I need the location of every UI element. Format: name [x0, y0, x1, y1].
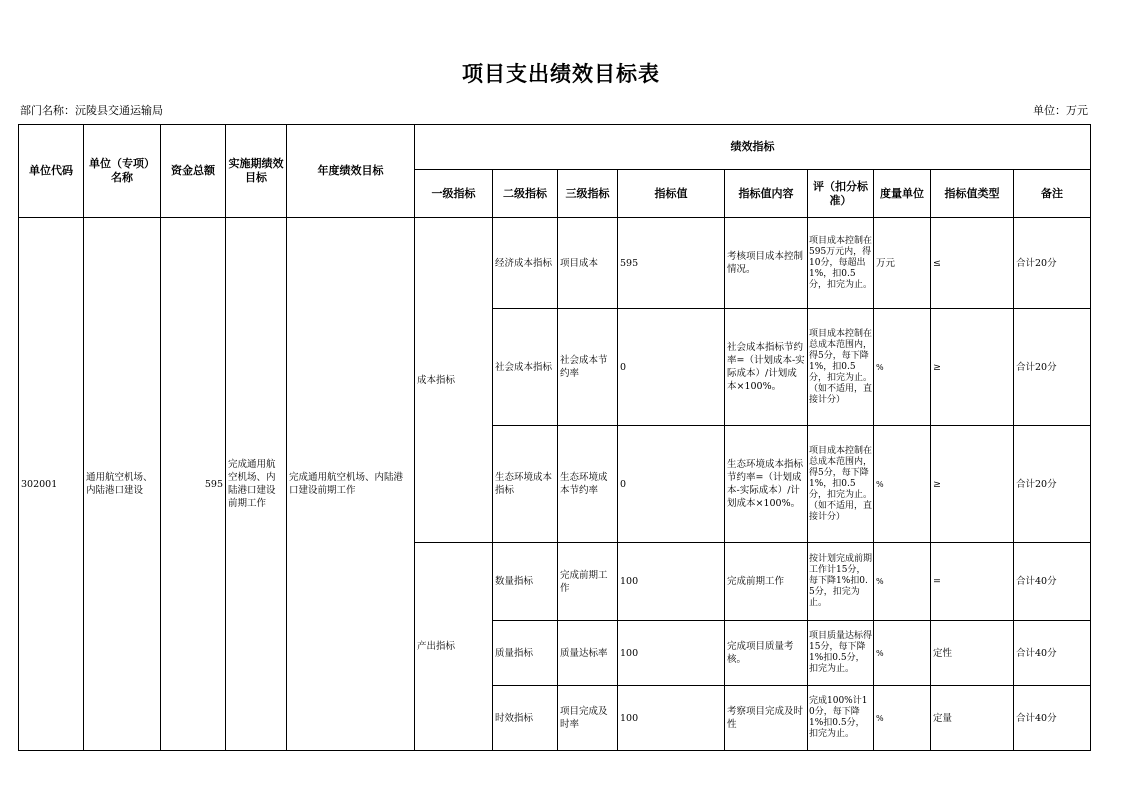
measure-unit-cell: % — [874, 426, 931, 543]
value-content-cell: 完成项目质量考核。 — [725, 621, 808, 686]
level1-cell: 产出指标 — [415, 543, 493, 751]
level2-cell: 经济成本指标 — [493, 218, 558, 309]
header-value-content: 指标值内容 — [725, 170, 808, 218]
unit-label: 单位：万元 — [1033, 104, 1088, 117]
scoring-cell: 按计划完成前期工作计15分，每下降1%扣0.5分，扣完为止。 — [808, 543, 874, 621]
value-type-cell: = — [931, 543, 1014, 621]
level3-cell: 质量达标率 — [558, 621, 618, 686]
header-level3: 三级指标 — [558, 170, 618, 218]
level1-cell: 成本指标 — [415, 218, 493, 543]
value-content-cell: 完成前期工作 — [725, 543, 808, 621]
measure-unit-cell: % — [874, 686, 931, 751]
impl-goal-cell: 完成通用航空机场、内陆港口建设前期工作 — [226, 218, 287, 751]
remark-cell: 合计20分 — [1014, 309, 1091, 426]
level2-cell: 社会成本指标 — [493, 309, 558, 426]
measure-unit-cell: % — [874, 621, 931, 686]
header-unit-code: 单位代码 — [19, 125, 84, 218]
value-cell: 100 — [618, 543, 725, 621]
header-row — [19, 125, 1091, 170]
header-level1: 一级指标 — [415, 170, 493, 218]
value-type-cell: ≥ — [931, 309, 1014, 426]
level3-cell: 完成前期工作 — [558, 543, 618, 621]
header-perf-indicators: 绩效指标 — [415, 125, 1091, 170]
remark-cell: 合计40分 — [1014, 621, 1091, 686]
value-type-cell: ≥ — [931, 426, 1014, 543]
level3-cell: 项目完成及时率 — [558, 686, 618, 751]
value-content-cell: 生态环境成本指标节约率=（计划成本-实际成本）/计划成本×100%。 — [725, 426, 808, 543]
annual-goal-cell: 完成通用航空机场、内陆港口建设前期工作 — [287, 218, 415, 751]
header-value: 指标值 — [618, 170, 725, 218]
level3-cell: 生态环境成本节约率 — [558, 426, 618, 543]
table-row — [19, 218, 1091, 309]
unit-code-cell: 302001 — [19, 218, 84, 751]
page-title: 项目支出绩效目标表 — [462, 62, 660, 86]
value-cell: 0 — [618, 426, 725, 543]
value-type-cell: 定性 — [931, 621, 1014, 686]
remark-cell: 合计20分 — [1014, 426, 1091, 543]
value-cell: 100 — [618, 621, 725, 686]
level2-cell: 数量指标 — [493, 543, 558, 621]
header-annual-goal: 年度绩效目标 — [287, 125, 415, 218]
value-type-cell: ≤ — [931, 218, 1014, 309]
level2-cell: 生态环境成本指标 — [493, 426, 558, 543]
value-content-cell: 考察项目完成及时性 — [725, 686, 808, 751]
level2-cell: 质量指标 — [493, 621, 558, 686]
unit-name-cell: 通用航空机场、内陆港口建设 — [84, 218, 161, 751]
value-cell: 595 — [618, 218, 725, 309]
value-type-cell: 定量 — [931, 686, 1014, 751]
level2-cell: 时效指标 — [493, 686, 558, 751]
scoring-cell: 完成100%计10分，每下降1%扣0.5分，扣完为止。 — [808, 686, 874, 751]
value-content-cell: 考核项目成本控制情况。 — [725, 218, 808, 309]
remark-cell: 合计20分 — [1014, 218, 1091, 309]
value-cell: 0 — [618, 309, 725, 426]
scoring-cell: 项目质量达标得15分，每下降1%扣0.5分，扣完为止。 — [808, 621, 874, 686]
performance-table — [18, 124, 1091, 751]
header-remark: 备注 — [1014, 170, 1091, 218]
header-measure-unit: 度量单位 — [874, 170, 931, 218]
level3-cell: 项目成本 — [558, 218, 618, 309]
header-level2: 二级指标 — [493, 170, 558, 218]
header-total-funds: 资金总额 — [161, 125, 226, 218]
remark-cell: 合计40分 — [1014, 686, 1091, 751]
header-value-type: 指标值类型 — [931, 170, 1014, 218]
scoring-cell: 项目成本控制在595万元内，得10分，每超出1%，扣0.5分，扣完为止。 — [808, 218, 874, 309]
scoring-cell: 项目成本控制在总成本范围内，得5分，每下降1%，扣0.5分，扣完为止。（如不适用，直接计分） — [808, 309, 874, 426]
value-cell: 100 — [618, 686, 725, 751]
header-impl-goal: 实施期绩效目标 — [226, 125, 287, 218]
total-funds-cell: 595 — [161, 218, 226, 751]
level3-cell: 社会成本节约率 — [558, 309, 618, 426]
header-unit-name: 单位（专项）名称 — [84, 125, 161, 218]
measure-unit-cell: 万元 — [874, 218, 931, 309]
value-content-cell: 社会成本指标节约率=（计划成本-实际成本）/计划成本×100%。 — [725, 309, 808, 426]
measure-unit-cell: % — [874, 543, 931, 621]
measure-unit-cell: % — [874, 309, 931, 426]
header-scoring: 评（扣分标准） — [808, 170, 874, 218]
scoring-cell: 项目成本控制在总成本范围内，得5分，每下降1%，扣0.5分，扣完为止。（如不适用，直接计分） — [808, 426, 874, 543]
remark-cell: 合计40分 — [1014, 543, 1091, 621]
department-label: 部门名称：沅陵县交通运输局 — [20, 104, 163, 117]
